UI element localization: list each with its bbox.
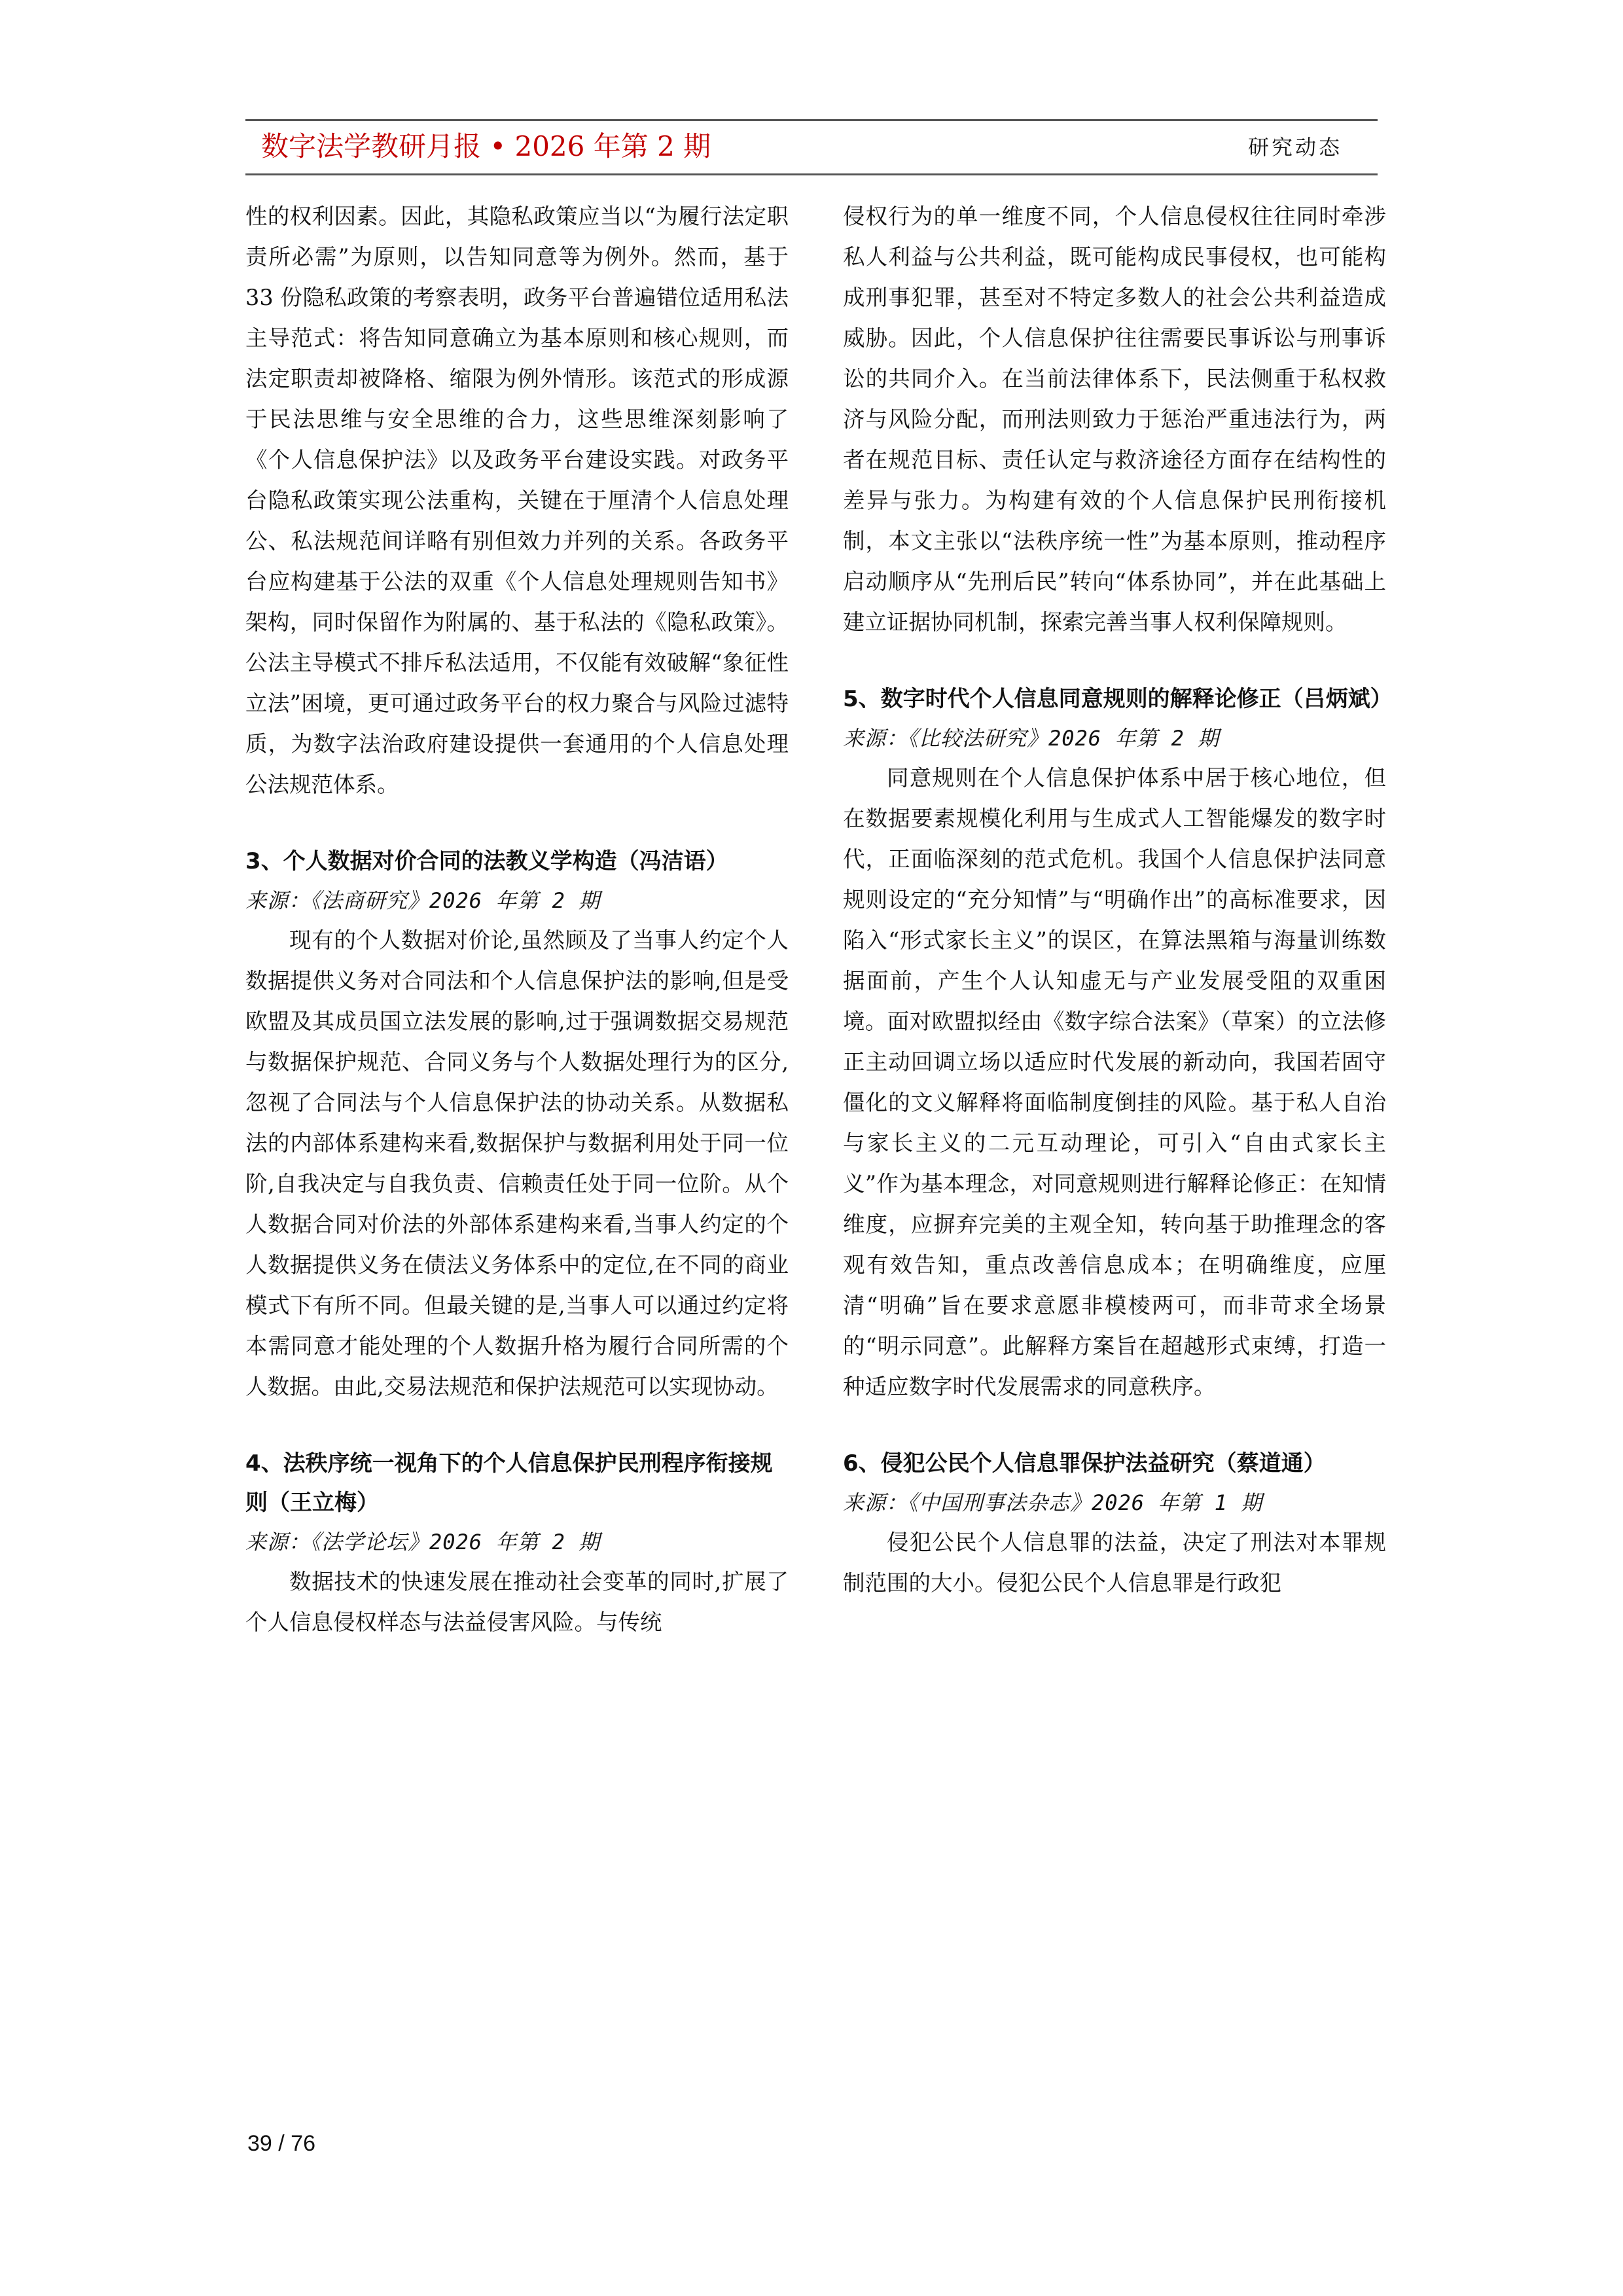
page-number: 39 / 76 [247,2131,315,2156]
article-title: 5、数字时代个人信息同意规则的解释论修正（吕炳斌） [843,686,1393,712]
article-title: 6、侵犯公民个人信息罪保护法益研究（蔡道通） [843,1450,1326,1477]
continued-paragraph: 侵权行为的单一维度不同，个人信息侵权往往同时牵涉私人利益与公共利益，既可能构成民事侵权，也可能构成刑事犯罪，甚至对不特定多数人的社会公共利益造成威胁。因此，个人信息保护往往需要民事诉讼与刑事诉讼的共同介入。在当前法律体系下，民法侧重于私权救济与风险分配，而刑法则致力于惩治严重违法行为，两者在规范目标、责任认定与救济途径方面存在结构性的差异与张力。为构建有效的个人信息保护民刑衔接机制，本文主张以“法秩序统一性”为基本原则，推动程序启动顺序从“先刑后民”转向“体系协同”，并在此基础上建立证据协同机制，探索完善当事人权利保障规则。 [843,204,1386,635]
section-label: 研究动态 [1247,135,1342,160]
article-source: 来源：《法商研究》2026 年第 2 期 [245,888,601,913]
article-title: 4、法秩序统一视角下的个人信息保护民刑程序衔接规则（王立梅） [245,1450,773,1516]
page-header [245,119,1378,175]
article-title: 3、个人数据对价合同的法教义学构造（冯洁语） [245,848,728,874]
article-abstract: 现有的个人数据对价论,虽然顾及了当事人约定个人数据提供义务对合同法和个人信息保护法的影响,但是受欧盟及其成员国立法发展的影响,过于强调数据交易规范与数据保护规范、合同义务与个人数据处理行为的区分,忽视了合同法与个人信息保护法的协动关系。从数据私法的内部体系建构来看,数据保护与数据利用处于同一位阶,自我决定与自我负责、信赖责任处于同一位阶。从个人数据合同对价法的外部体系建构来看,当事人约定的个人数据提供义务在债法义务体系中的定位,在不同的商业模式下有所不同。但最关键的是,当事人可以通过约定将本需同意才能处理的个人数据升格为履行合同所需的个人数据。由此,交易法规范和保护法规范可以实现协动。 [245,927,789,1399]
article-abstract: 侵犯公民个人信息罪的法益，决定了刑法对本罪规制范围的大小。侵犯公民个人信息罪是行政犯 [843,1530,1386,1596]
article-source: 来源：《中国刑事法杂志》2026 年第 1 期 [843,1490,1263,1515]
article-abstract: 同意规则在个人信息保护体系中居于核心地位，但在数据要素规模化利用与生成式人工智能爆发的数字时代，正面临深刻的范式危机。我国个人信息保护法同意规则设定的“充分知情”与“明确作出”的高标准要求，因陷入“形式家长主义”的误区，在算法黑箱与海量训练数据面前，产生个人认知虚无与产业发展受阻的双重困境。面对欧盟拟经由《数字综合法案》（草案）的立法修正主动回调立场以适应时代发展的新动向，我国若固守僵化的文义解释将面临制度倒挂的风险。基于私人自治与家长主义的二元互动理论，可引入“自由式家长主义”作为基本理念，对同意规则进行解释论修正：在知情维度，应摒弃完美的主观全知，转向基于助推理念的客观有效告知，重点改善信息成本；在明确维度，应厘清“明确”旨在要求意愿非模棱两可，而非苛求全场景的“明示同意”。此解释方案旨在超越形式束缚，打造一种适应数字时代发展需求的同意秩序。 [843,765,1386,1399]
right-column [843,196,1393,1604]
article-abstract: 数据技术的快速发展在推动社会变革的同时,扩展了个人信息侵权样态与法益侵害风险。与传统 [245,1569,789,1635]
continued-paragraph: 性的权利因素。因此，其隐私政策应当以“为履行法定职责所必需”为原则，以告知同意等为例外。然而，基于 33 份隐私政策的考察表明，政务平台普遍错位适用私法主导范式：将告知同意确立为基本原则和核心规则，而法定职责却被降格、缩限为例外情形。该范式的形成源于民法思维与安全思维的合力，这些思维深刻影响了《个人信息保护法》以及政务平台建设实践。对政务平台隐私政策实现公法重构，关键在于厘清个人信息处理公、私法规范间详略有别但效力并列的关系。各政务平台应构建基于公法的双重《个人信息处理规则告知书》架构，同时保留作为附属的、基于私法的《隐私政策》。公法主导模式不排斥私法适用，不仅能有效破解“象征性立法”困境，更可通过政务平台的权力聚合与风险过滤特质，为数字法治政府建设提供一套通用的个人信息处理公法规范体系。 [245,204,789,797]
journal-title: 数字法学教研月报 • 2026 年第 2 期 [261,130,711,162]
article-source: 来源：《比较法研究》2026 年第 2 期 [843,726,1220,751]
left-column [245,196,789,1643]
article-source: 来源：《法学论坛》2026 年第 2 期 [245,1530,601,1554]
